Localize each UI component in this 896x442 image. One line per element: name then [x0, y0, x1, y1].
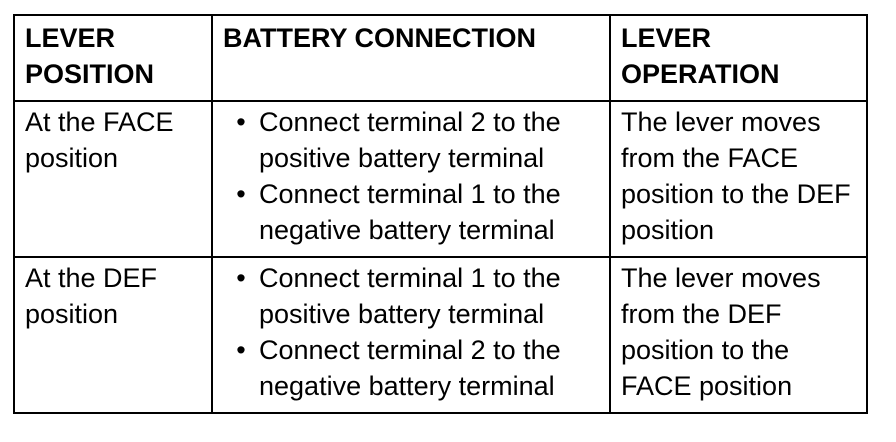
- lever-position-cell: At the FACE position: [14, 101, 212, 257]
- lever-operation-cell: The lever moves from the DEF position to the FACE position: [610, 257, 867, 413]
- bullet-icon: •: [236, 179, 246, 209]
- battery-connection-cell: [212, 257, 610, 413]
- table-row: [14, 101, 867, 257]
- lever-table-container: [13, 14, 866, 414]
- connection-item: [225, 104, 603, 176]
- connection-list: [225, 104, 603, 248]
- table-header-row: [14, 15, 867, 101]
- bullet-icon: •: [236, 263, 246, 293]
- connection-item: [225, 332, 603, 404]
- header-battery-connection: BATTERY CONNECTION: [212, 15, 610, 101]
- bullet-icon: •: [236, 107, 246, 137]
- connection-text: Connect terminal 2 to the negative battery terminal: [259, 335, 561, 401]
- bullet-icon: •: [236, 335, 246, 365]
- battery-connection-cell: [212, 101, 610, 257]
- connection-item: [225, 260, 603, 332]
- connection-item: [225, 176, 603, 248]
- connection-text: Connect terminal 1 to the positive battery terminal: [259, 263, 561, 329]
- lever-operation-cell: The lever moves from the FACE position to the DEF position: [610, 101, 867, 257]
- connection-text: Connect terminal 1 to the negative battery terminal: [259, 179, 561, 245]
- lever-operation-table: [13, 14, 868, 414]
- lever-position-cell: At the DEF position: [14, 257, 212, 413]
- connection-list: [225, 260, 603, 404]
- table-row: [14, 257, 867, 413]
- connection-text: Connect terminal 2 to the positive battery terminal: [259, 107, 561, 173]
- header-lever-position: LEVER POSITION: [14, 15, 212, 101]
- header-lever-operation: LEVER OPERATION: [610, 15, 867, 101]
